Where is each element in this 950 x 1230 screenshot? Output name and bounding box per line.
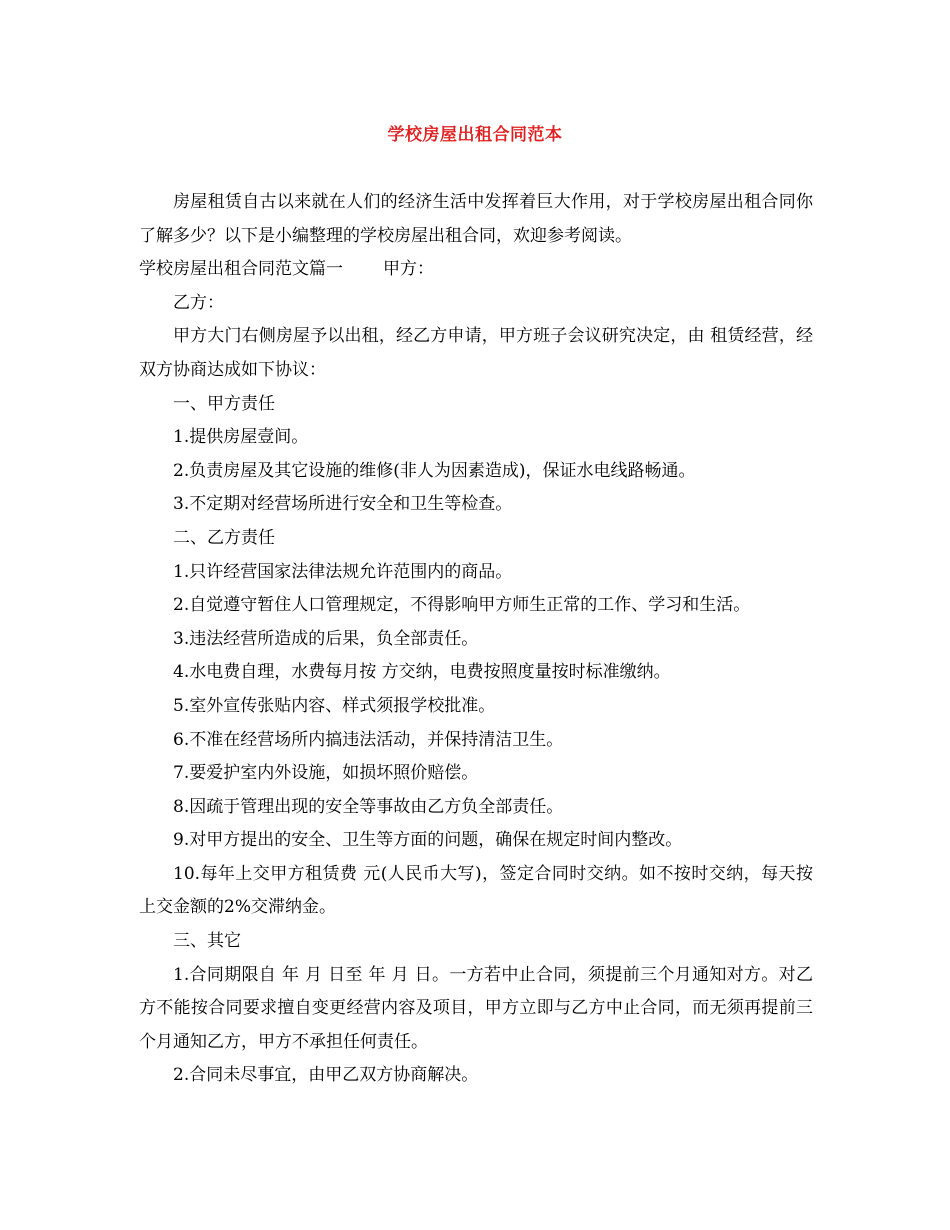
sample-heading-line — [139, 253, 813, 287]
list-item: 1.提供房屋壹间。 — [173, 427, 309, 448]
list-item: 3.违法经营所造成的后果，负全部责任。 — [173, 628, 479, 649]
list-item: 3.不定期对经营场所进行安全和卫生等检查。 — [173, 494, 513, 515]
list-item: 2.负责房屋及其它设施的维修(非人为因素造成)，保证水电线路畅通。 — [173, 460, 696, 481]
list-item: 5.室外宣传张贴内容、样式须报学校批准。 — [173, 695, 496, 716]
section-heading: 二、乙方责任 — [173, 527, 275, 548]
preamble-paragraph: 甲方大门右侧房屋予以出租，经乙方申请，甲方班子会议研究决定，由 租赁经营，经双方协商达成如下协议： — [139, 326, 813, 380]
list-item: 9.对甲方提出的安全、卫生等方面的问题，确保在规定时间内整改。 — [173, 830, 683, 851]
list-item: 7.要爱护室内外设施，如损坏照价赔偿。 — [173, 763, 479, 784]
list-item: 6.不准在经营场所内搞违法活动，并保持清洁卫生。 — [173, 729, 564, 750]
party-b-label: 乙方： — [173, 292, 224, 313]
sample-heading: 学校房屋出租合同范文篇一 — [139, 259, 343, 280]
document-body — [139, 186, 813, 1093]
list-item: 2.合同未尽事宜，由甲乙双方协商解决。 — [173, 1065, 479, 1086]
list-item: 2.自觉遵守暂住人口管理规定，不得影响甲方师生正常的工作、学习和生活。 — [173, 595, 751, 616]
list-item: 4.水电费自理，水费每月按 方交纳，电费按照度量按时标准缴纳。 — [173, 662, 671, 683]
list-item: 1.只许经营国家法律法规允许范围内的商品。 — [173, 561, 513, 582]
document-title: 学校房屋出租合同范本 — [387, 125, 563, 145]
section-heading: 三、其它 — [173, 931, 241, 952]
party-a-label: 甲方： — [383, 259, 434, 280]
list-item: 1.合同期限自 年 月 日至 年 月 日。一方若中止合同，须提前三个月通知对方。对乙方不能按合同要求擅自变更经营内容及项目，甲方立即与乙方中止合同，而无须再提前三个月通知乙方，甲方不承担任何责任。 — [139, 964, 813, 1052]
list-item: 10.每年上交甲方租赁费 元(人民币大写)，签定合同时交纳。如不按时交纳，每天按上交金额的2%交滞纳金。 — [139, 863, 813, 918]
section-heading: 一、甲方责任 — [173, 393, 275, 414]
list-item: 8.因疏于管理出现的安全等事故由乙方负全部责任。 — [173, 796, 564, 817]
intro-paragraph: 房屋租赁自古以来就在人们的经济生活中发挥着巨大作用，对于学校房屋出租合同你了解多少？以下是小编整理的学校房屋出租合同，欢迎参考阅读。 — [139, 192, 813, 246]
